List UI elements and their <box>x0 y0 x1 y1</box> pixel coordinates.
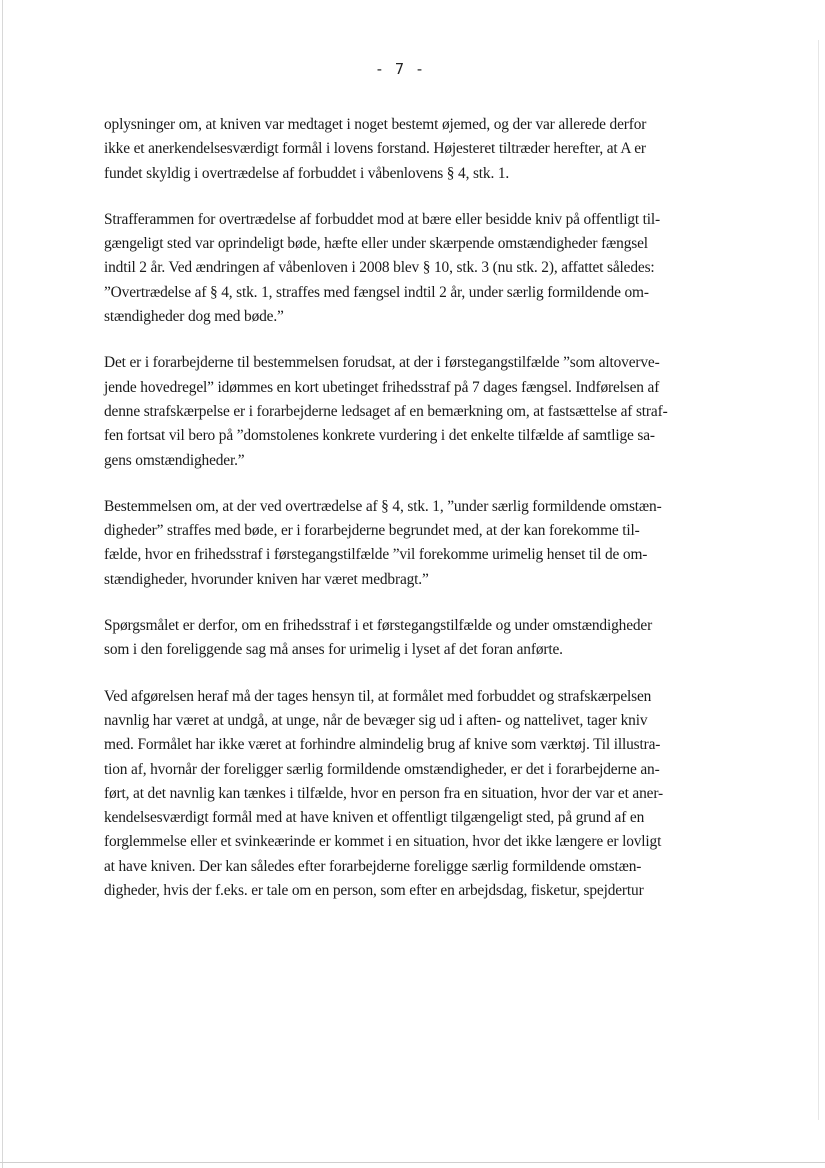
text-line: Ved afgørelsen heraf må der tages hensyn til, at formålet med forbuddet og strafskærpelsen <box>104 687 652 705</box>
text-line: oplysninger om, at kniven var medtaget i noget bestemt øjemed, og der var allerede derfor <box>104 116 647 133</box>
paragraph-2 <box>104 208 694 329</box>
text-line: Bestemmelsen om, at der ved overtrædelse af § 4, stk. 1, ”under særlig formildende omstæn- <box>104 497 662 515</box>
text-line: fælde, hvor en frihedsstraf i førstegangstilfælde ”vil forekomme urimelig henset til de om- <box>104 546 648 564</box>
paragraph-6 <box>104 685 694 904</box>
text-line: jende hovedregel” idømmes en kort ubetinget frihedsstraf på 7 dages fængsel. Indførelsen af <box>104 378 660 396</box>
text-line: digheder” straffes med bøde, er i forarbejderne begrundet med, at der kan forekomme til- <box>104 522 640 540</box>
paragraph-3 <box>104 351 694 472</box>
paragraph-4 <box>104 495 694 592</box>
text-line: Strafferammen for overtrædelse af forbuddet mod at bære eller besidde kniv på offentligt til- <box>104 210 661 228</box>
text-line: med. Formålet har ikke været at forhindre almindelig brug af knive som værktøj. Til illustra- <box>104 736 661 754</box>
text-line: forglemmelse eller et svinkeærinde er kommet i en situation, hvor det ikke længere er lovligt <box>104 833 662 851</box>
text-line: fen fortsat vil bero på ”domstolenes konkrete vurdering i det enkelte tilfælde af samtlige sa- <box>104 427 655 445</box>
scan-edge-right <box>818 40 819 1120</box>
text-line: stændigheder, hvorunder kniven har været medbragt.” <box>104 570 429 588</box>
text-line: gens omstændigheder.” <box>104 451 245 469</box>
text-line: Spørgsmålet er derfor, om en frihedsstraf i et førstegangstilfælde og under omstændigheder <box>104 617 653 635</box>
text-line: stændigheder dog med bøde.” <box>104 308 284 326</box>
text-line: fundet skyldig i overtrædelse af forbuddet i våbenlovens § 4, stk. 1. <box>104 164 510 182</box>
text-line: Det er i forarbejderne til bestemmelsen forudsat, at der i førstegangstilfælde ”som altoverve- <box>104 354 660 372</box>
body-text <box>104 113 694 925</box>
text-line: tion af, hvornår der foreligger særlig formildende omstændigheder, er det i forarbejderne an- <box>104 760 660 778</box>
text-line: digheder, hvis der f.eks. er tale om en person, som efter en arbejdsdag, fisketur, spejdertur <box>104 882 644 900</box>
text-line: indtil 2 år. Ved ændringen af våbenloven i 2008 blev § 10, stk. 3 (nu stk. 2), affattet således: <box>104 259 655 277</box>
paragraph-5 <box>104 614 694 663</box>
text-line: gængeligt sted var oprindeligt bøde, hæfte eller under skærpende omstændigheder fængsel <box>104 235 648 253</box>
text-line: ikke et anerkendelsesværdigt formål i lovens forstand. Højesteret tiltræder herefter, at A er <box>104 140 646 158</box>
text-line: at have kniven. Der kan således efter forarbejderne foreligge særlig formildende omstæn- <box>104 857 642 875</box>
paragraph-1 <box>104 113 694 186</box>
text-line: som i den foreliggende sag må anses for urimelig i lyset af det foran anførte. <box>104 641 563 659</box>
text-line: ”Overtrædelse af § 4, stk. 1, straffes med fængsel indtil 2 år, under særlig formildende om- <box>104 283 649 301</box>
text-line: kendelsesværdigt formål med at have kniven et offentligt tilgængeligt sted, på grund af en <box>104 809 645 827</box>
scan-edge-left <box>2 0 3 1168</box>
text-line: ført, at det navnlig kan tænkes i tilfælde, hvor en person fra en situation, hvor der var et aner- <box>104 784 663 802</box>
text-line: denne strafskærpelse er i forarbejderne ledsaget af en bemærkning om, at fastsættelse af straf- <box>104 402 668 420</box>
scan-edge-bottom <box>0 1162 825 1163</box>
text-line: navnlig har været at undgå, at unge, når de bevæger sig ud i aften- og nattelivet, tager kniv <box>104 711 648 729</box>
page-number: - 7 - <box>374 60 426 78</box>
